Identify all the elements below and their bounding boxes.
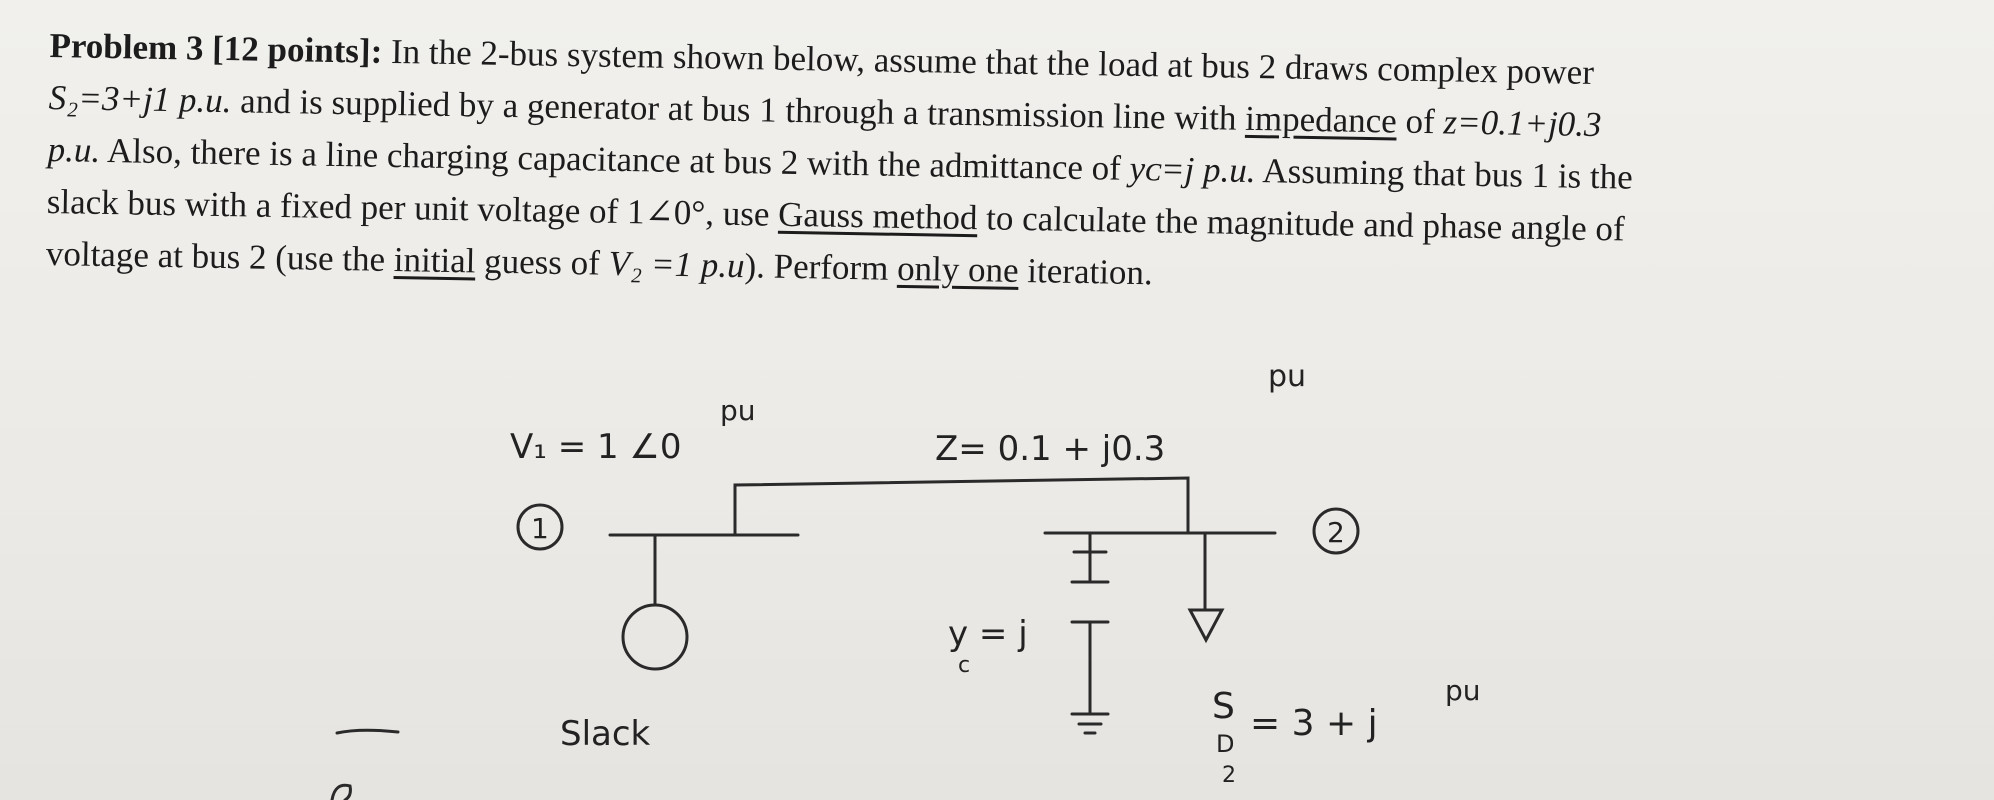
admittance-subscript: c — [958, 653, 971, 678]
problem-text: to calculate the magnitude and phase angle of — [977, 198, 1625, 249]
problem-heading: Problem 3 [12 points]: — [49, 25, 383, 71]
load-power-value: S₂=3+j1 p.u. — [48, 77, 232, 121]
problem-text: Assuming that bus 1 is the — [1255, 151, 1634, 197]
line-impedance-value: z=0.1+j0.3 — [1443, 102, 1602, 145]
bus2-number: 2 — [1327, 516, 1345, 549]
margin-mark — [337, 730, 398, 733]
problem-text: and is supplied by a generator at bus 1 through a transmission line with — [231, 81, 1246, 138]
problem-text: , use — [705, 193, 779, 234]
margin-mark — [332, 785, 350, 800]
load-power-unit: pu — [1445, 674, 1481, 707]
v1-unit: pu — [720, 394, 756, 427]
impedance-unit: pu — [1268, 359, 1307, 394]
admittance-value: yᴄ=j p.u. — [1129, 148, 1256, 191]
impedance-term: impedance — [1244, 98, 1398, 141]
slack-label: Slack — [560, 714, 651, 754]
slack-voltage-value: 1∠0° — [626, 192, 706, 233]
gauss-method-term: Gauss method — [777, 194, 978, 238]
initial-term: initial — [393, 240, 476, 281]
admittance-label: y = j — [948, 614, 1028, 654]
generator-symbol — [623, 605, 687, 669]
load-power-subscript-d: D — [1216, 730, 1235, 758]
load-power-value: = 3 + j — [1250, 703, 1378, 744]
problem-text: slack bus with a fixed per unit voltage of — [46, 181, 628, 232]
problem-text: Also, there is a line charging capacitance at bus 2 with the admittance of — [99, 130, 1130, 188]
initial-guess-value: V₂ =1 p.u — [608, 243, 745, 286]
load-arrow-icon — [1190, 610, 1222, 640]
problem-text: voltage at bus 2 (use the — [45, 233, 395, 280]
problem-text: of — [1396, 101, 1444, 142]
bus1-number: 1 — [531, 512, 549, 545]
problem-text: iteration. — [1018, 250, 1154, 293]
impedance-label: Z= 0.1 + j0.3 — [935, 429, 1166, 469]
only-one-term: only one — [896, 248, 1019, 290]
v1-label: V₁ = 1 ∠0 — [510, 427, 682, 467]
unit-text: p.u. — [47, 129, 101, 170]
load-power-subscript-2: 2 — [1222, 763, 1236, 788]
transmission-line — [735, 478, 1188, 535]
load-power-label: S — [1212, 686, 1235, 727]
problem-text: In the 2-bus system shown below, assume that the load at bus 2 draws complex power — [381, 31, 1595, 92]
problem-text: guess of — [475, 241, 609, 283]
problem-text: ). Perform — [744, 246, 898, 288]
